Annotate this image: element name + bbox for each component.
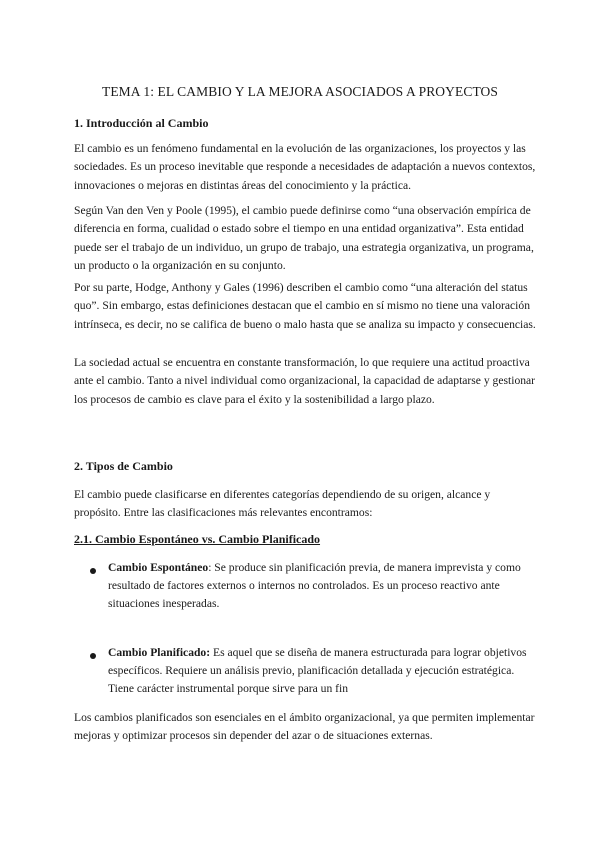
paragraph-hodge: Por su parte, Hodge, Anthony y Gales (1996) describen el cambio como “una alteración del status quo”. Sin embargo, estas definiciones destacan que el cambio en sí mismo no tiene una valoración intrínseca, es decir, no se califica de bueno o malo hasta que se analiza su impacto y consecuencias.	[74, 281, 536, 331]
term-planificado: Cambio Planificado:	[108, 646, 211, 659]
section-1-heading: 1. Introducción al Cambio	[74, 116, 209, 130]
subsection-2-1-heading: 2.1. Cambio Espontáneo vs. Cambio Planificado	[74, 532, 321, 546]
paragraph-closing: Los cambios planificados son esenciales en el ámbito organizacional, ya que permiten implementar mejoras y optimizar procesos sin depender del azar o de situaciones externas.	[74, 711, 535, 743]
term-espontaneo: Cambio Espontáneo	[108, 561, 209, 574]
list-item-planificado	[108, 644, 528, 698]
bullet-marker	[90, 568, 96, 574]
list-item-espontaneo	[108, 559, 528, 613]
paragraph-sociedad: La sociedad actual se encuentra en constante transformación, lo que requiere una actitud proactiva ante el cambio. Tanto a nivel individual como organizacional, la capacidad de adaptarse y gestionar los procesos de cambio es clave para el éxito y la sostenibilidad a largo plazo.	[74, 356, 536, 406]
paragraph-van-den-ven: Según Van den Ven y Poole (1995), el cambio puede definirse como “una observación empírica de diferencia en forma, cualidad o estado sobre el tiempo en una entidad organizativa”. Esta entidad puede ser el trabajo de un individuo, un grupo de trabajo, una estrategia organizativa, un programa, un producto o la organización en su conjunto.	[74, 204, 534, 273]
document-title: TEMA 1: EL CAMBIO Y LA MEJORA ASOCIADOS A PROYECTOS	[101, 84, 499, 99]
bullet-marker	[90, 653, 96, 659]
paragraph-intro: El cambio es un fenómeno fundamental en la evolución de las organizaciones, los proyectos y las sociedades. Es un proceso inevitable que responde a necesidades de adaptación a nuevos contextos, innovaciones o mejoras en distintas áreas del conocimiento y la práctica.	[74, 142, 536, 192]
paragraph-tipos-intro: El cambio puede clasificarse en diferentes categorías dependiendo de su origen, alcance y propósito. Entre las clasificaciones más relevantes encontramos:	[74, 488, 491, 520]
text-planificado: Es aquel que se diseña de manera estructurada para lograr objetivos específicos. Requiere un análisis previo, planificación detallada y ejecución estratégica. Tiene carácter instrumental porque sirve para un fin	[108, 646, 527, 695]
text-espontaneo: : Se produce sin planificación previa, de manera imprevista y como resultado de factores externos o internos no controlados. Es un proceso reactivo ante situaciones inesperadas.	[108, 561, 521, 610]
section-2-heading: 2. Tipos de Cambio	[74, 459, 173, 473]
